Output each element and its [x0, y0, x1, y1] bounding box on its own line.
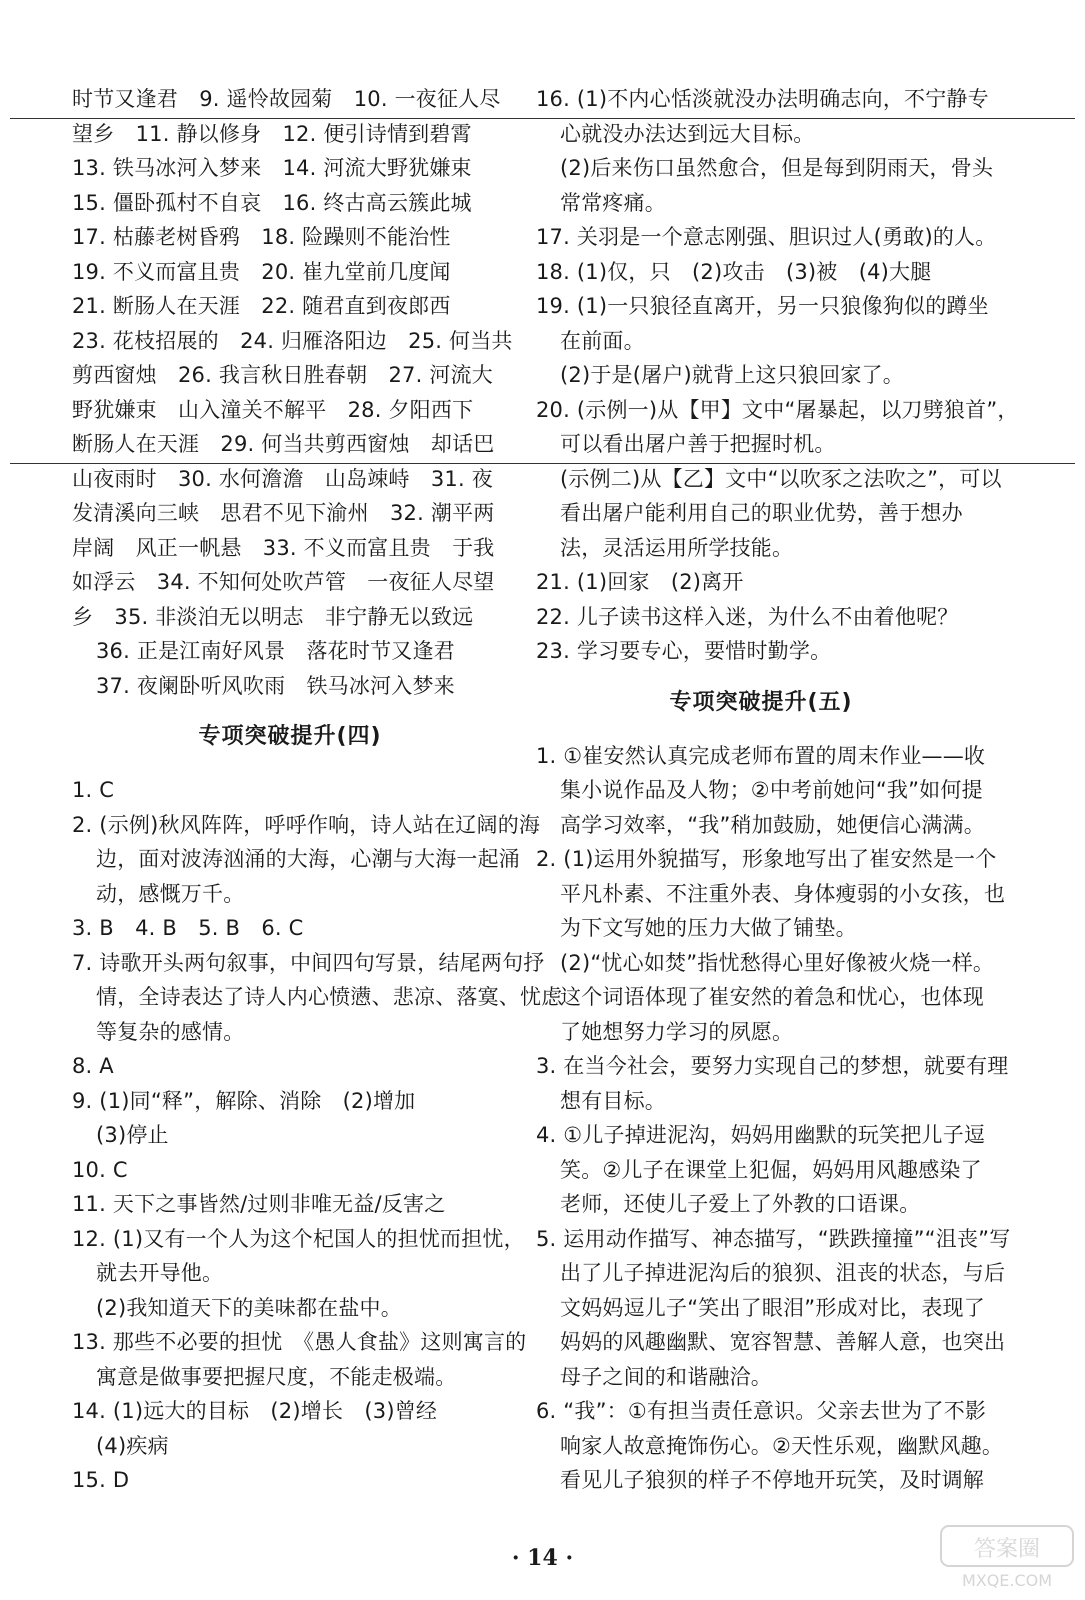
answer-line: 37. 夜阑卧听风吹雨 铁马冰河入梦来 — [96, 673, 455, 698]
answer-line: 可以看出屠户善于把握时机。 — [560, 432, 836, 456]
left-answers-part2 — [72, 462, 508, 704]
answer-line: 野犹嫌束 山入潼关不解平 28. 夕阳西下 — [72, 397, 474, 422]
answer-line: 笑。②儿子在课堂上犯倔，妈妈用风趣感染了 — [560, 1157, 982, 1182]
section-heading-4: 专项突破提升(四) — [198, 724, 382, 749]
answer-line: 9. (1)同“释”，解除、消除 (2)增加 — [72, 1088, 416, 1113]
answer-line: 发清溪向三峡 思君不见下渝州 32. 潮平两 — [72, 501, 495, 525]
answer-line: 10. C — [72, 1157, 128, 1182]
answer-line: 13. 铁马冰河入梦来 14. 河流大野犹嫌束 — [72, 156, 472, 180]
answer-line: 等复杂的感情。 — [96, 1019, 245, 1044]
answer-line: 18. (1)仅，只 (2)攻击 (3)被 (4)大腿 — [536, 259, 932, 284]
answer-line: 19. 不义而富且贵 20. 崔九堂前几度闻 — [72, 259, 451, 284]
answer-line: 7. 诗歌开头两句叙事，中间四句写景，结尾两句抒 — [72, 950, 545, 975]
answer-line: 平凡朴素、不注重外表、身体瘦弱的小女孩，也 — [560, 881, 1006, 906]
answer-line: 寓意是做事要把握尺度，不能走极端。 — [96, 1364, 457, 1389]
answer-line: 动，感慨万千。 — [96, 881, 245, 906]
answer-line: 为下文写她的压力大做了铺垫。 — [560, 916, 857, 940]
svg-text:MXQE.COM: MXQE.COM — [961, 1571, 1053, 1590]
answer-line: 1. ①崔安然认真完成老师布置的周末作业——收 — [536, 743, 986, 768]
answer-line: 想有目标。 — [560, 1088, 666, 1113]
answer-line: (3)停止 — [96, 1123, 169, 1147]
answer-line: 望乡 11. 静以修身 12. 便引诗情到碧霄 — [72, 121, 472, 146]
right-answers-part1 — [536, 82, 1019, 462]
answer-line: (2)我知道天下的美味都在盐中。 — [96, 1295, 402, 1320]
answer-line: (4)疾病 — [96, 1433, 169, 1458]
left-column — [72, 82, 563, 1498]
answer-line: 老师，还使儿子爱上了外教的口语课。 — [560, 1192, 921, 1216]
left-answers-part1 — [72, 82, 513, 462]
right-answers-part2 — [536, 462, 1002, 669]
answer-line: 17. 枯藤老树昏鸦 18. 险躁则不能治性 — [72, 225, 451, 249]
answer-line: 3. 在当今社会，要努力实现自己的梦想，就要有理 — [536, 1054, 1009, 1078]
answer-line: (示例二)从【乙】文中“以吹豕之法吹之”，可以 — [560, 466, 1002, 491]
right-answers-part3 — [536, 739, 1011, 1498]
answer-line: 12. (1)又有一个人为这个杞国人的担忧而担忧， — [72, 1226, 525, 1251]
answer-line: 集小说作品及人物；②中考前她问“我”如何提 — [560, 778, 983, 802]
answer-line: 2. (示例)秋风阵阵，呼呼作响，诗人站在辽阔的海 — [72, 812, 541, 837]
left-answers-part3 — [72, 773, 563, 1498]
answer-line: 山夜雨时 30. 水何澹澹 山岛竦峙 31. 夜 — [72, 466, 493, 491]
answer-line: 16. (1)不内心恬淡就没办法明确志向，不宁静专 — [536, 87, 989, 111]
watermark-logo-icon — [937, 1522, 1077, 1592]
answer-line: (2)“忧心如焚”指忧愁得心里好像被火烧一样。 — [560, 950, 995, 975]
answer-line: 剪西窗烛 26. 我言秋日胜春朝 27. 河流大 — [72, 363, 493, 387]
answer-line: 2. (1)运用外貌描写，形象地写出了崔安然是一个 — [536, 847, 997, 871]
answer-line: 21. (1)回家 (2)离开 — [536, 570, 744, 594]
answer-line: 4. ①儿子掉进泥沟，妈妈用幽默的玩笑把儿子逗 — [536, 1123, 986, 1147]
answer-line: 3. B 4. B 5. B 6. C — [72, 916, 304, 940]
answer-line: (2)于是(屠户)就背上这只狼回家了。 — [560, 363, 904, 387]
answer-line: 情，全诗表达了诗人内心愤懑、悲凉、落寞、忧虑 — [96, 985, 563, 1009]
answer-line: 20. (示例一)从【甲】文中“屠暴起，以刀劈狼首”， — [536, 397, 1019, 422]
answer-line: 了她想努力学习的夙愿。 — [560, 1019, 794, 1044]
answer-line: 21. 断肠人在天涯 22. 随君直到夜郎西 — [72, 294, 451, 318]
answer-line: 15. D — [72, 1468, 130, 1492]
answer-line: 这个词语体现了崔安然的着急和忧心，也体现 — [560, 985, 984, 1009]
answer-line: 高学习效率，“我”稍加鼓励，她便信心满满。 — [560, 812, 985, 837]
answer-line: 常常疼痛。 — [560, 190, 666, 215]
answer-line: 响家人故意掩饰伤心。②天性乐观，幽默风趣。 — [560, 1433, 1004, 1458]
answer-line: 出了儿子掉进泥沟后的狼狈、沮丧的状态，与后 — [560, 1261, 1006, 1285]
answer-line: 心就没办法达到远大目标。 — [560, 121, 815, 146]
answer-line: 8. A — [72, 1054, 114, 1078]
answer-line: 23. 学习要专心，要惜时勤学。 — [536, 639, 832, 663]
answer-line: 妈妈的风趣幽默、宽容智慧、善解人意，也突出 — [560, 1330, 1006, 1354]
answer-line: 13. 那些不必要的担忧 《愚人食盐》这则寓言的 — [72, 1330, 527, 1354]
answer-line: 如浮云 34. 不知何处吹芦管 一夜征人尽望 — [72, 570, 495, 594]
answer-line: 文妈妈逗儿子“笑出了眼泪”形成对比，表现了 — [560, 1295, 985, 1320]
answer-line: 17. 关羽是一个意志刚强、胆识过人(勇敢)的人。 — [536, 225, 997, 249]
answer-line: 15. 僵卧孤村不自哀 16. 终古高云簇此城 — [72, 190, 472, 215]
section-heading-5: 专项突破提升(五) — [669, 689, 853, 715]
answer-line: 看出屠户能利用自己的职业优势，善于想办 — [560, 501, 963, 525]
answer-line: 14. (1)远大的目标 (2)增长 (3)曾经 — [72, 1399, 438, 1423]
answer-line: (2)后来伤口虽然愈合，但是每到阴雨天，骨头 — [560, 156, 994, 180]
answer-line: 36. 正是江南好风景 落花时节又逢君 — [96, 639, 455, 663]
answer-line: 岸阔 风正一帆悬 33. 不义而富且贵 于我 — [72, 535, 495, 560]
answer-line: 断肠人在天涯 29. 何当共剪西窗烛 却话巴 — [72, 432, 495, 456]
answer-line: 乡 35. 非淡泊无以明志 非宁静无以致远 — [72, 604, 474, 629]
answer-line: 边，面对波涛汹涌的大海，心潮与大海一起涌 — [96, 847, 520, 871]
answer-line: 在前面。 — [560, 328, 645, 353]
right-column — [536, 82, 1019, 1498]
answer-line: 1. C — [72, 778, 115, 802]
answer-line: 22. 儿子读书这样入迷，为什么不由着他呢？ — [536, 604, 959, 629]
answer-line: 6. “我”：①有担当责任意识。父亲去世为了不影 — [536, 1399, 987, 1423]
answer-line: 时节又逢君 9. 遥怜故园菊 10. 一夜征人尽 — [72, 87, 501, 111]
answer-line: 5. 运用动作描写、神态描写，“跌跌撞撞”“沮丧”写 — [536, 1226, 1011, 1251]
answer-line: 就去开导他。 — [96, 1261, 224, 1285]
answer-line: 19. (1)一只狼径直离开，另一只狼像狗似的蹲坐 — [536, 294, 989, 318]
answer-line: 看见儿子狼狈的样子不停地开玩笑，及时调解 — [560, 1468, 984, 1492]
page-number: · 14 · — [511, 1545, 574, 1571]
answer-line: 母子之间的和谐融洽。 — [560, 1364, 772, 1389]
answer-line: 23. 花枝招展的 24. 归雁洛阳边 25. 何当共 — [72, 328, 513, 353]
answer-line: 11. 天下之事皆然/过则非唯无益/反害之 — [72, 1192, 446, 1216]
svg-text:答案圈: 答案圈 — [973, 1537, 1041, 1562]
answer-line: 法，灵活运用所学技能。 — [560, 535, 794, 560]
